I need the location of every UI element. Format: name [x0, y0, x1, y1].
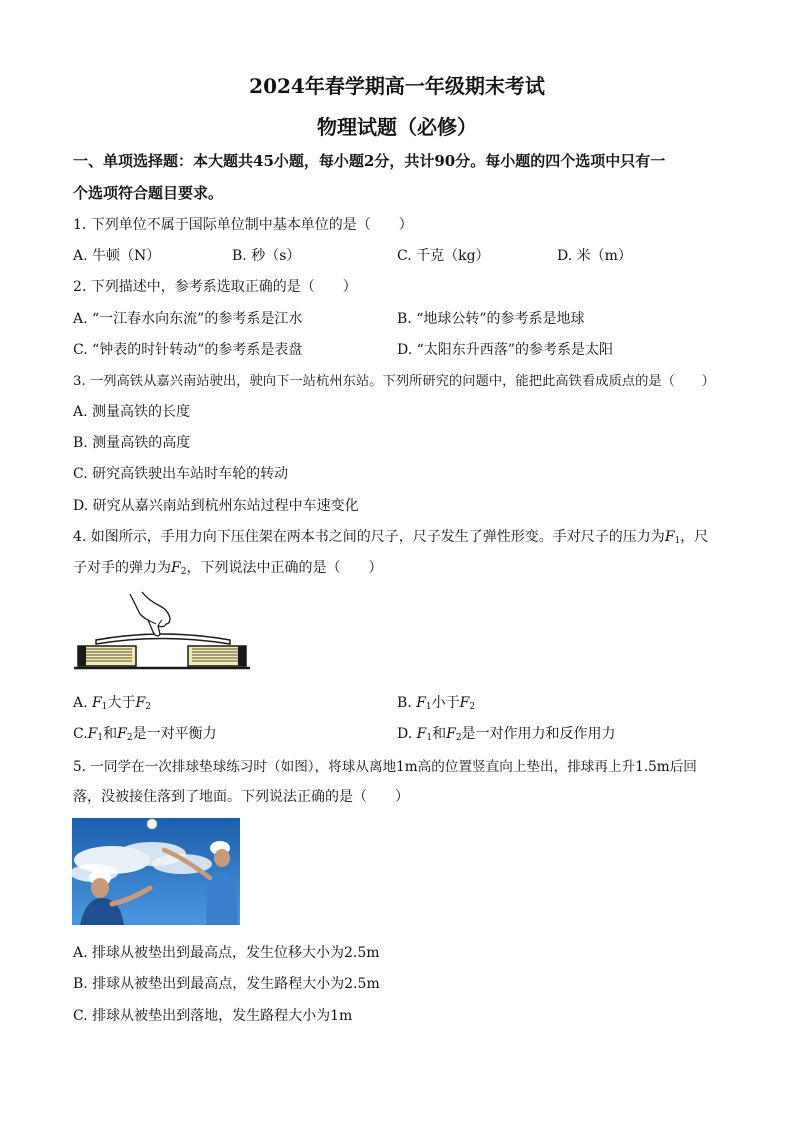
force-symbol: F: [459, 695, 470, 711]
option-text: 和: [432, 726, 447, 742]
force-symbol: F: [171, 560, 181, 576]
q4-stem-text: 子对手的弹力为: [73, 560, 171, 576]
exam-title: 2024年春学期高一年级期末考试: [249, 74, 545, 98]
force-symbol: F: [135, 695, 146, 711]
q1-option-d: D. 米（m）: [557, 248, 632, 264]
q1-option-c: C. 千克（kg）: [397, 248, 490, 264]
q3-stem: 3. 一列高铁从嘉兴南站驶出，驶向下一站杭州东站。下列所研究的问题中，能把此高铁看成质点的是（ ）: [73, 374, 715, 389]
q4-option-b: [397, 692, 475, 712]
q5-option-b: B. 排球从被垫出到最高点，发生路程大小为2.5m: [73, 976, 380, 992]
option-letter: B.: [397, 695, 412, 711]
q5-stem-line1: 5. 一同学在一次排球垫球练习时（如图），将球从离地1m高的位置竖直向上垫出，排球再上升1.5m后回: [73, 759, 697, 775]
q2-stem: 2. 下列描述中，参考系选取正确的是（ ）: [73, 279, 357, 295]
ruler-icon: [96, 634, 230, 644]
option-text: 大于: [107, 695, 136, 711]
option-text: 小于: [431, 695, 460, 711]
q5-stem-line2: 落，没被接住落到了地面。下列说法正确的是（ ）: [73, 789, 409, 805]
option-text: 是一对作用力和反作用力: [461, 726, 616, 742]
q4-stem-text: 4. 如图所示，手用力向下压住架在两本书之间的尺子，尺子发生了弹性形变。手对尺子的压力为: [73, 529, 665, 545]
q4-option-c: [73, 723, 217, 743]
subscript: 1: [97, 733, 104, 743]
q4-option-a: [73, 692, 151, 712]
section-heading-line1: 一、单项选择题：本大题共45小题，每小题2分，共计90分。每小题的四个选项中只有一: [73, 152, 666, 170]
q3-option-c: C. 研究高铁驶出车站时车轮的转动: [73, 466, 289, 482]
subscript: 2: [180, 567, 187, 577]
subscript: 1: [425, 702, 432, 712]
option-text: 是一对平衡力: [132, 726, 217, 742]
q1-stem: 1. 下列单位不属于国际单位制中基本单位的是（ ）: [73, 217, 413, 233]
q4-stem-text: ，下列说法中正确的是（ ）: [186, 560, 383, 576]
section-heading-line2: 个选项符合题目要求。: [73, 184, 224, 202]
exam-subtitle: 物理试题（必修）: [317, 115, 477, 139]
subscript: 2: [145, 702, 151, 712]
subscript: 1: [426, 733, 433, 743]
force-symbol: F: [446, 726, 456, 742]
volleyball-icon: [147, 819, 157, 829]
subscript: 2: [469, 702, 476, 712]
hand-icon: [130, 592, 170, 636]
subscript: 2: [455, 733, 462, 743]
force-symbol: F: [87, 726, 98, 742]
subscript: 1: [101, 702, 108, 712]
option-letter: C.: [73, 726, 88, 742]
q2-option-a: A. “一江春水向东流”的参考系是江水: [73, 311, 303, 327]
right-book-icon: [188, 646, 246, 666]
volleyball-photo: [72, 818, 240, 925]
q1-option-b: B. 秒（s）: [232, 248, 301, 264]
left-book-icon: [78, 646, 136, 666]
subscript: 2: [126, 733, 133, 743]
q4-stem-line1: [73, 526, 708, 546]
force-symbol: F: [92, 695, 102, 711]
q3-option-a: A. 测量高铁的长度: [73, 404, 191, 420]
force-symbol: F: [664, 529, 675, 545]
q5-option-c: C. 排球从被垫出到落地，发生路程大小为1m: [73, 1008, 353, 1024]
hand-ruler-books-figure: [72, 588, 252, 674]
q4-stem-text: ，尺: [680, 529, 709, 545]
force-symbol: F: [416, 726, 427, 742]
option-letter: A.: [73, 695, 88, 711]
q5-option-a: A. 排球从被垫出到最高点，发生位移大小为2.5m: [73, 945, 380, 961]
force-symbol: F: [416, 695, 426, 711]
q3-option-b: B. 测量高铁的高度: [73, 435, 191, 451]
q3-option-d: D. 研究从嘉兴南站到杭州东站过程中车速变化: [73, 498, 359, 514]
option-text: 和: [103, 726, 118, 742]
q4-stem-line2: [73, 557, 382, 577]
subscript: 1: [674, 536, 681, 546]
q1-option-a: A. 牛顿（N）: [73, 248, 161, 264]
q4-option-d: [397, 723, 616, 743]
option-letter: D.: [397, 726, 413, 742]
force-symbol: F: [117, 726, 127, 742]
q2-option-c: C. “钟表的时针转动”的参考系是表盘: [73, 342, 303, 358]
q2-option-b: B. “地球公转”的参考系是地球: [397, 311, 585, 327]
q2-option-d: D. “太阳东升西落”的参考系是太阳: [397, 342, 613, 358]
